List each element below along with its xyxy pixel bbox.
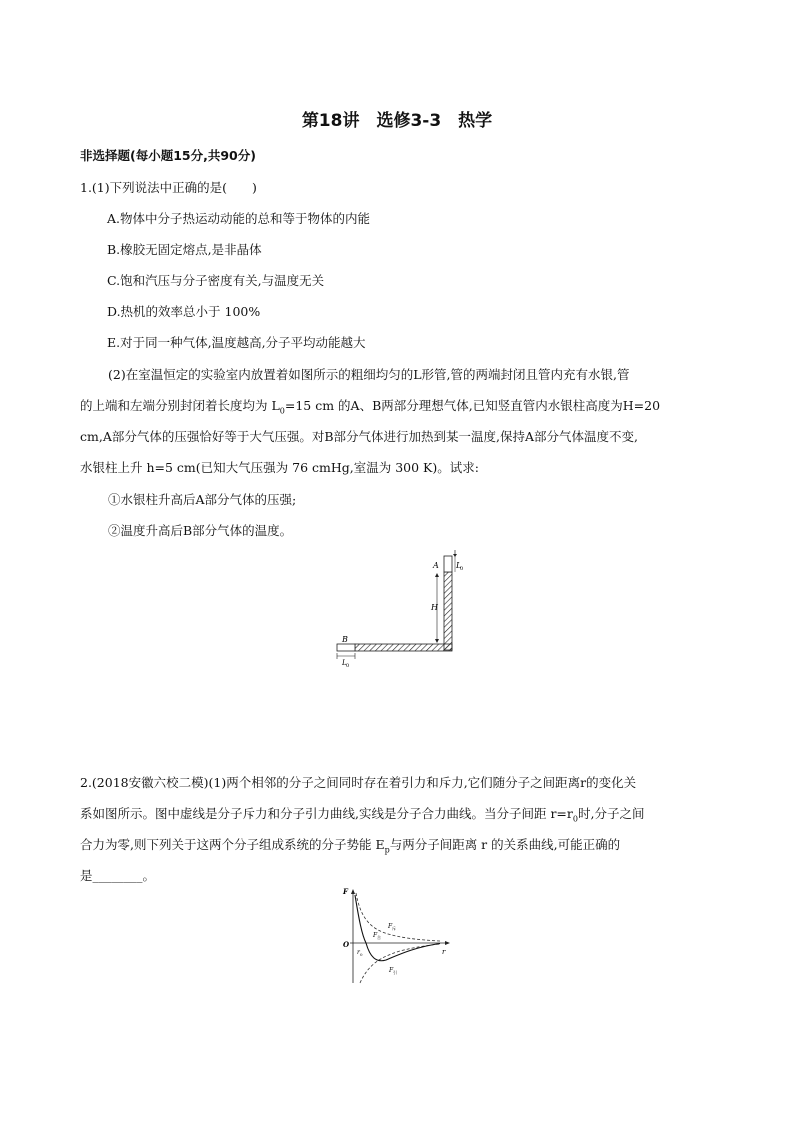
q1-part2-line-1: (2)在室温恒定的实验室内放置着如图所示的粗细均匀的L形管,管的两端封闭且管内充有水银,管 xyxy=(108,367,630,382)
label-a: A xyxy=(433,561,439,570)
q1-option-d: D.热机的效率总小于 100% xyxy=(107,304,261,319)
gas-a-region xyxy=(444,556,452,572)
q2-line-1: 2.(2018安徽六校二模)(1)两个相邻的分子之间同时存在着引力和斥力,它们随分子之间距离r的变化关 xyxy=(80,775,637,790)
q1-part2-line-4: 水银柱上升 h=5 cm(已知大气压强为 76 cmHg,室温为 300 K)。试求: xyxy=(80,460,479,475)
q1-option-b: B.橡胶无固定熔点,是非晶体 xyxy=(107,242,262,257)
svg-text:0: 0 xyxy=(460,566,464,572)
label-l0-b: L xyxy=(342,659,347,667)
label-r0: r xyxy=(357,949,360,956)
svg-text:斥: 斥 xyxy=(392,926,396,931)
page-title: 第18讲 选修3-3 热学 xyxy=(301,111,493,131)
q1-option-c: C.饱和汽压与分子密度有关,与温度无关 xyxy=(107,273,325,288)
l-tube-figure xyxy=(325,548,475,673)
label-f-net: F xyxy=(373,932,378,939)
vertical-mercury xyxy=(444,572,452,650)
molecular-force-figure xyxy=(340,885,455,990)
attraction-curve xyxy=(360,944,440,983)
label-f-attraction: F xyxy=(389,967,394,974)
label-r: r xyxy=(442,948,446,956)
label-o: O xyxy=(343,940,350,949)
svg-text:0: 0 xyxy=(360,952,363,957)
net-force-curve xyxy=(355,895,440,961)
section-heading: 非选择题(每小题15分,共90分) xyxy=(80,148,256,163)
horizontal-mercury xyxy=(355,644,452,651)
svg-text:0: 0 xyxy=(346,663,350,669)
q1-option-e: E.对于同一种气体,温度越高,分子平均动能越大 xyxy=(107,335,366,350)
label-h: H xyxy=(431,603,438,612)
q1-part2-line-2: 的上端和左端分别封闭着长度均为 $L_0=15$ cm 的A、B两部分理想气体,已知竖直管内水银柱高度为H=20 xyxy=(80,398,661,416)
repulsion-curve xyxy=(356,893,440,941)
gas-b-region xyxy=(337,644,355,651)
label-b: B xyxy=(342,635,348,644)
q2-line-2: 系如图所示。图中虚线是分子斥力和分子引力曲线,实线是分子合力曲线。当分子间距 $r=r_0$时,分子之间 xyxy=(80,806,645,824)
label-l0-a: L xyxy=(456,561,462,570)
q2-line-4: 是________。 xyxy=(80,868,156,883)
q1-stem: 1.(1)下列说法中正确的是( ) xyxy=(80,180,257,195)
q2-line-3: 合力为零,则下列关于这两个分子组成系统的分子势能 $E_p$与两分子间距离 r 的关系曲线,可能正确的 xyxy=(80,837,621,855)
q1-option-a: A.物体中分子热运动动能的总和等于物体的内能 xyxy=(107,211,371,226)
svg-text:合: 合 xyxy=(377,935,381,940)
svg-text:引: 引 xyxy=(393,970,397,975)
label-f: F xyxy=(343,887,348,896)
q1-part2-line-3: cm,A部分气体的压强恰好等于大气压强。对B部分气体进行加热到某一温度,保持A部分气体温度不变, xyxy=(80,429,639,444)
q1-sub-question-1: ①水银柱升高后A部分气体的压强; xyxy=(108,492,297,507)
label-f-repulsion: F xyxy=(388,923,393,930)
q1-sub-question-2: ②温度升高后B部分气体的温度。 xyxy=(108,523,293,538)
